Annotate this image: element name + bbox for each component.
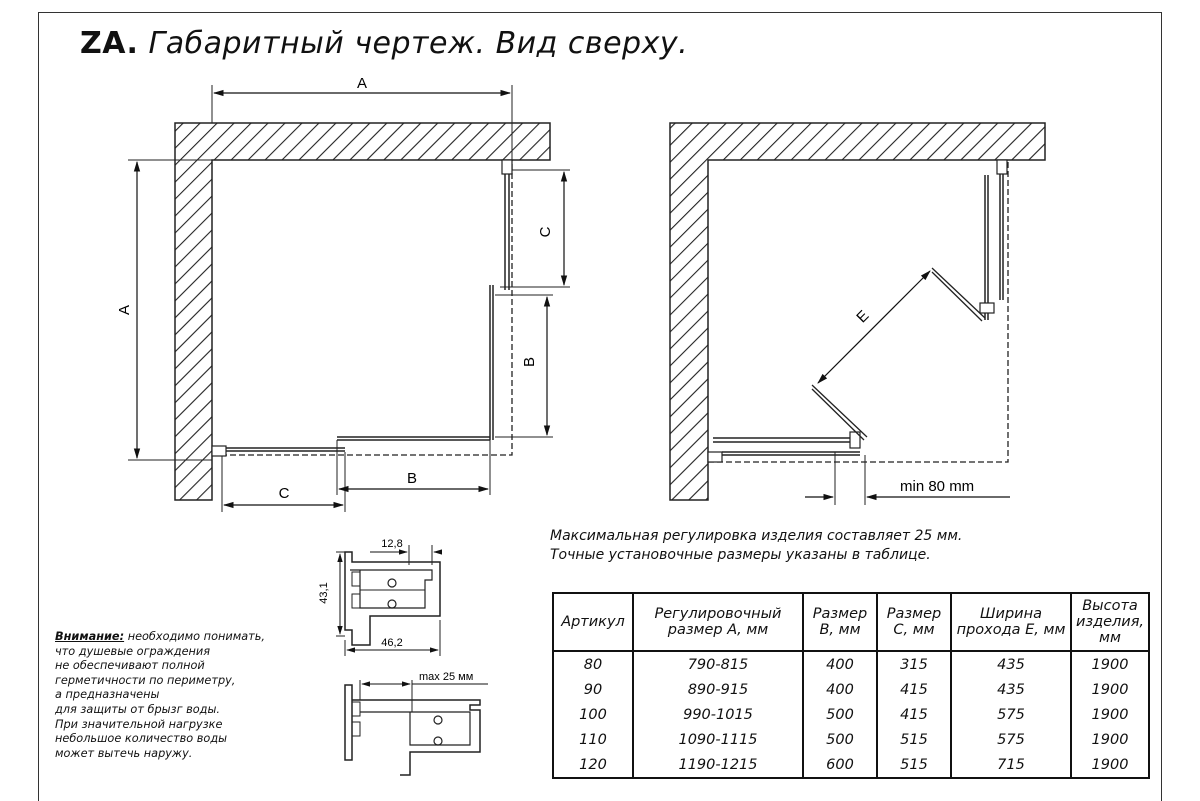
opened-door-bottom	[812, 385, 867, 437]
adjustment-info	[550, 527, 962, 565]
warning-note	[55, 630, 295, 761]
cell-size-a: 1190-1215	[633, 752, 803, 778]
cell-height: 1900	[1071, 702, 1149, 727]
table-row	[553, 727, 1149, 752]
cell-size-a: 790-815	[633, 651, 803, 677]
note-line: может вытечь наружу.	[55, 746, 193, 760]
note-line: При значительной нагрузке	[55, 717, 223, 731]
cell-article: 120	[553, 752, 633, 778]
table-row	[553, 677, 1149, 702]
dim-e-label: E	[853, 307, 873, 327]
col-article: Артикул	[553, 593, 633, 651]
cell-size-c: 415	[877, 677, 951, 702]
cell-article: 100	[553, 702, 633, 727]
table-row	[553, 651, 1149, 677]
cell-size-c: 515	[877, 752, 951, 778]
cell-size-a: 990-1015	[633, 702, 803, 727]
cell-size-c: 415	[877, 702, 951, 727]
info-line: Точные установочные размеры указаны в таблице.	[550, 547, 931, 563]
profile-height-label: 43,1	[318, 582, 330, 604]
warning-label: Внимание:	[55, 630, 125, 643]
cell-height: 1900	[1071, 651, 1149, 677]
cell-height: 1900	[1071, 752, 1149, 778]
table-row	[553, 752, 1149, 778]
dimension-e	[818, 271, 930, 383]
note-line: необходимо понимать,	[127, 630, 265, 643]
cell-size-b: 500	[803, 702, 877, 727]
dim-b-bottom-label: B	[406, 470, 418, 487]
cell-article: 80	[553, 651, 633, 677]
dim-c-side-label: C	[537, 226, 554, 238]
cell-width-e: 715	[951, 752, 1071, 778]
right-plan-view	[670, 123, 1045, 505]
cell-width-e: 435	[951, 651, 1071, 677]
cell-width-e: 575	[951, 727, 1071, 752]
table-row	[553, 702, 1149, 727]
dim-b-side-label: B	[521, 356, 538, 368]
table-header-row	[553, 593, 1149, 651]
note-line: не обеспечивают полной	[55, 659, 205, 673]
cell-width-e: 575	[951, 702, 1071, 727]
dim-a-side-label: A	[116, 304, 133, 316]
profile-width-top-label: 12,8	[381, 538, 403, 550]
col-height: Высота изделия, мм	[1071, 593, 1149, 651]
note-line: что душевые ограждения	[55, 644, 211, 658]
dim-c-bottom-label: C	[278, 485, 290, 502]
profile-detail-1	[318, 538, 440, 656]
opened-door-right	[932, 268, 985, 318]
left-plan-view	[116, 75, 570, 512]
wall-profile-right	[502, 160, 512, 174]
cell-height: 1900	[1071, 727, 1149, 752]
cell-size-a: 890-915	[633, 677, 803, 702]
profile-detail-2	[345, 671, 488, 775]
min-gap-label: min 80 mm	[900, 478, 975, 495]
col-size-a: Регулировочный размер А, мм	[633, 593, 803, 651]
note-line: герметичности по периметру,	[55, 673, 236, 687]
cell-article: 90	[553, 677, 633, 702]
note-line: для защиты от брызг воды.	[55, 702, 220, 716]
dim-a-top-label: A	[356, 75, 368, 92]
cell-size-b: 600	[803, 752, 877, 778]
info-line: Максимальная регулировка изделия составляет 25 мм.	[550, 528, 963, 544]
col-width-e: Ширина прохода Е, мм	[951, 593, 1071, 651]
cell-size-a: 1090-1115	[633, 727, 803, 752]
dimensions-table	[552, 592, 1150, 779]
col-size-c: Размер С, мм	[877, 593, 951, 651]
cell-article: 110	[553, 727, 633, 752]
cell-size-b: 500	[803, 727, 877, 752]
cell-size-c: 315	[877, 651, 951, 677]
cell-width-e: 435	[951, 677, 1071, 702]
cell-size-b: 400	[803, 651, 877, 677]
col-size-b: Размер В, мм	[803, 593, 877, 651]
tray-outline	[212, 160, 512, 455]
profile-width-bottom-label: 46,2	[381, 637, 403, 649]
cell-size-c: 515	[877, 727, 951, 752]
cell-height: 1900	[1071, 677, 1149, 702]
note-line: небольшое количество воды	[55, 732, 228, 746]
title-prefix: ZA.	[80, 26, 139, 61]
note-line: а предназначены	[55, 688, 160, 702]
wall-profile-bottom	[212, 446, 226, 456]
cell-size-b: 400	[803, 677, 877, 702]
profile-adjust-label: max 25 мм	[419, 671, 474, 683]
title-text: Габаритный чертеж. Вид сверху.	[148, 26, 689, 61]
